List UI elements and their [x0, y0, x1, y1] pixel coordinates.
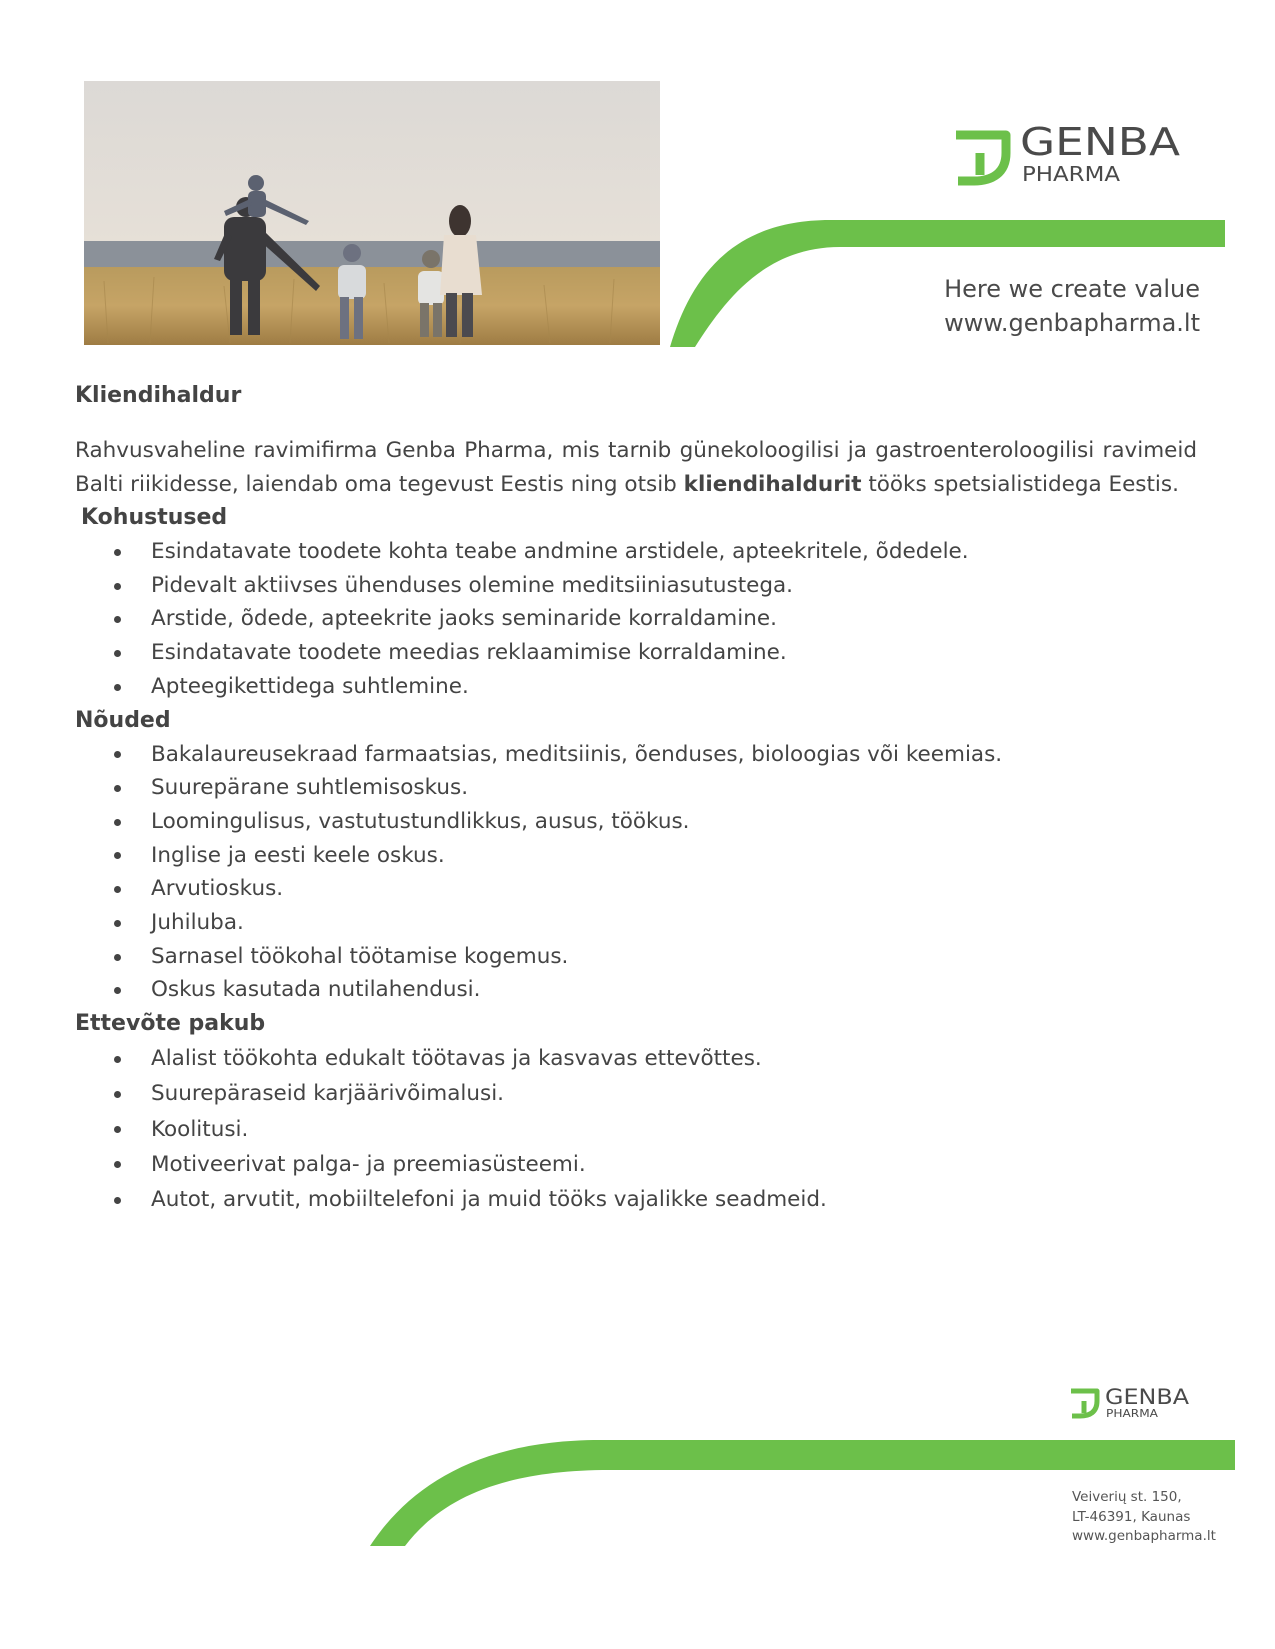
- list-item: Sarnasel töökohal töötamise kogemus.: [75, 940, 1197, 974]
- intro-paragraph: [75, 434, 1197, 501]
- intro-text-end: tööks spetsialistidega Eestis.: [861, 471, 1179, 497]
- list-item: Arstide, õdede, apteekrite jaoks seminaride korraldamine.: [75, 602, 1197, 636]
- section-title-responsibilities: Kohustused: [81, 505, 228, 530]
- footer-address: [1072, 1488, 1216, 1547]
- footer-logo-brand: GENBA: [1105, 1386, 1190, 1409]
- list-item: Inglise ja eesti keele oskus.: [75, 839, 1197, 873]
- list-item: Alalist töökohta edukalt töötavas ja kasvavas ettevõttes.: [75, 1041, 1197, 1076]
- genba-pharma-logo: [950, 125, 1190, 187]
- header-website: www.genbapharma.lt: [944, 309, 1200, 337]
- logo-brand: GENBA: [1020, 125, 1180, 164]
- intro-text-start: Rahvusvaheline ravimifirma Genba Pharma, mis tarnib günekoloogilisi ja gastroenteroloogilisi ravimeid Balti riikidesse, laiendab oma tegevust Eestis ning otsib: [75, 438, 1197, 497]
- footer-logo-sub: PHARMA: [1106, 1408, 1159, 1420]
- requirements-list: [75, 738, 1197, 1008]
- tagline: Here we create value: [944, 275, 1200, 303]
- list-item: Loomingulisus, vastutustundlikkus, ausus, töökus.: [75, 805, 1197, 839]
- responsibilities-list: [75, 535, 1197, 704]
- list-item: Suurepäraseid karjäärivõimalusi.: [75, 1076, 1197, 1111]
- list-item: Oskus kasutada nutilahendusi.: [75, 973, 1197, 1007]
- job-posting: [75, 380, 1197, 1217]
- intro-highlight: kliendihaldurit: [683, 471, 862, 497]
- list-item: Suurepärane suhtlemisoskus.: [75, 771, 1197, 805]
- list-item: Koolitusi.: [75, 1112, 1197, 1147]
- section-title-company-offers: Ettevõte pakub: [75, 1011, 266, 1037]
- list-item: Bakalaureusekraad farmaatsias, meditsiinis, õenduses, bioloogias või keemias.: [75, 738, 1197, 772]
- list-item: Motiveerivat palga- ja preemiasüsteemi.: [75, 1147, 1197, 1182]
- genba-pharma-logo-small: [1068, 1386, 1193, 1420]
- family-field-photo: [84, 81, 660, 345]
- list-item: Juhiluba.: [75, 906, 1197, 940]
- list-item: Esindatavate toodete kohta teabe andmine arstidele, apteekritele, õdedele.: [75, 535, 1197, 569]
- list-item: Pidevalt aktiivses ühenduses olemine meditsiiniasutustega.: [75, 569, 1197, 603]
- logo-sub: PHARMA: [1022, 162, 1121, 186]
- list-item: Autot, arvutit, mobiiltelefoni ja muid tööks vajalikke seadmeid.: [75, 1182, 1197, 1217]
- list-item: Arvutioskus.: [75, 872, 1197, 906]
- header-tagline-block: [944, 272, 1200, 340]
- list-item: Apteegikettidega suhtlemine.: [75, 670, 1197, 704]
- address-city: LT-46391, Kaunas: [1072, 1508, 1191, 1525]
- job-title: Kliendihaldur: [75, 383, 242, 408]
- footer-website: www.genbapharma.lt: [1072, 1528, 1216, 1544]
- list-item: Esindatavate toodete meedias reklaamimise korraldamine.: [75, 636, 1197, 670]
- address-street: Veiverių st. 150,: [1072, 1489, 1182, 1505]
- section-title-requirements: Nõuded: [75, 707, 171, 733]
- company-offers-list: [75, 1041, 1197, 1217]
